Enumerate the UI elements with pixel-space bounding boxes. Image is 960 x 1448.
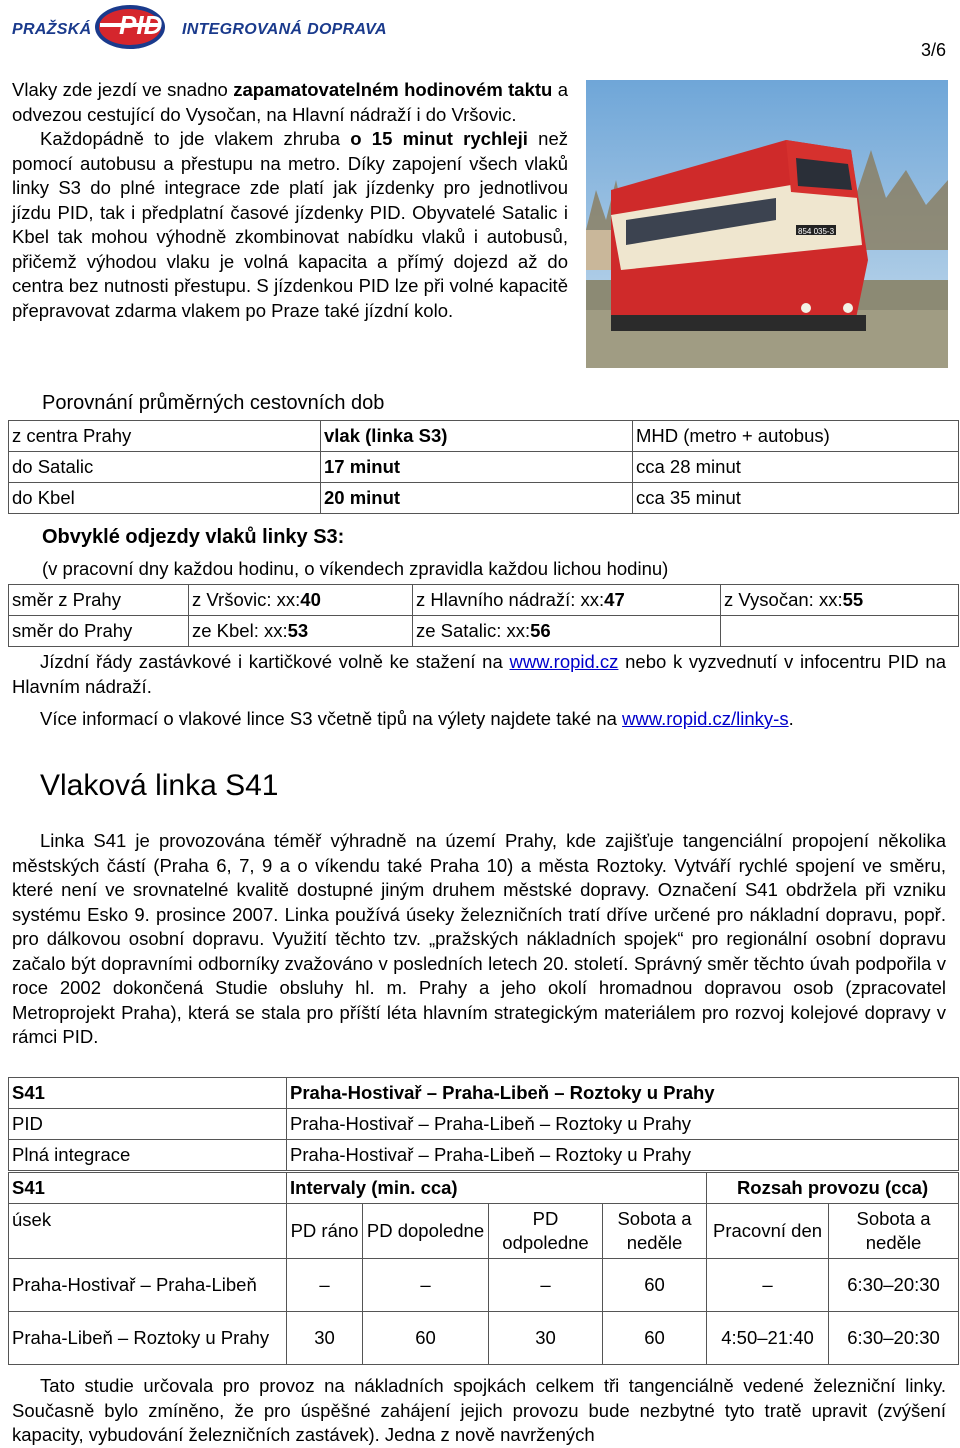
departures-heading: Obvyklé odjezdy vlaků linky S3: [42, 526, 345, 548]
table-row [9, 452, 959, 483]
table-cell: vlak (linka S3) [321, 421, 633, 452]
departures-table [8, 584, 959, 647]
s41-interval-table [8, 1172, 959, 1365]
table-cell: Sobota a neděle [603, 1204, 707, 1259]
table-cell: S41 [9, 1173, 287, 1204]
table-cell: Praha-Hostivař – Praha-Libeň – Roztoky u Prahy [287, 1109, 959, 1140]
table-row [9, 1204, 959, 1259]
table-cell: PD odpoledne [489, 1204, 603, 1259]
table-cell: do Satalic [9, 452, 321, 483]
table-cell: úsek [9, 1204, 287, 1259]
table-cell: Sobota a neděle [829, 1204, 959, 1259]
table-row [9, 421, 959, 452]
info-line-1: Jízdní řády zastávkové i kartičkové volně ke stažení na www.ropid.cz nebo k vyzvednutí v infocentru PID na Hlavním nádraží. [12, 651, 946, 697]
s41-route-table [8, 1077, 959, 1171]
compare-table [8, 420, 959, 514]
intro-paragraph-2: Každopádně to jde vlakem zhruba o 15 minut rychleji než pomocí autobusu a přestupu na metro. Díky zapojení všech vlaků linky S3 do plné integrace zde platí jak jízdenky pro jednotlivou jízdu PID, tak i předplatní časové jízdenky PID. Obyvatelé Satalic i Kbel tak mohou výhodně zkombinovat nabídku vlaků i autobusů, přičemž výhodou vlaku je volná kapacita a přímý dojezd až do centra bez nutnosti přestupu. S jízdenkou PID lze při volné kapacitě přepravovat zdarma vlakem po Praze také jízdní kolo. [12, 128, 568, 321]
table-row [9, 1173, 959, 1204]
table-row [9, 616, 959, 647]
table-cell: ze Satalic: xx:56 [413, 616, 721, 647]
table-cell: z Vršovic: xx:40 [189, 585, 413, 616]
table-cell [721, 616, 959, 647]
table-cell: – [287, 1259, 363, 1312]
table-cell: směr do Prahy [9, 616, 189, 647]
table-cell: z Hlavního nádraží: xx:47 [413, 585, 721, 616]
table-cell: S41 [9, 1078, 287, 1109]
table-cell: 4:50–21:40 [707, 1312, 829, 1365]
logo-pid-text: PID [119, 10, 163, 40]
departures-note: (v pracovní dny každou hodinu, o víkendech zpravidla každou lichou hodinu) [42, 558, 669, 579]
table-cell: 17 minut [321, 452, 633, 483]
table-cell: 30 [489, 1312, 603, 1365]
table-cell: Praha-Libeň – Roztoky u Prahy [9, 1312, 287, 1365]
pid-logo [12, 4, 412, 50]
table-cell: do Kbel [9, 483, 321, 514]
table-cell: – [489, 1259, 603, 1312]
s41-text [12, 829, 946, 1050]
ropid-link[interactable]: www.ropid.cz [509, 651, 619, 672]
table-cell: – [363, 1259, 489, 1312]
table-row [9, 1109, 959, 1140]
train-photo [586, 80, 948, 368]
table-cell: Plná integrace [9, 1140, 287, 1171]
table-cell: – [707, 1259, 829, 1312]
ropid-linky-s-link[interactable]: www.ropid.cz/linky-s [622, 708, 789, 729]
compare-heading: Porovnání průměrných cestovních dob [42, 392, 385, 414]
table-cell: PD ráno [287, 1204, 363, 1259]
logo-text-right: INTEGROVANÁ DOPRAVA [182, 21, 387, 38]
s41-paragraph: Linka S41 je provozována téměř výhradně na území Prahy, kde zajišťuje tangenciální propojení několika městských částí (Praha 6, 7, 9 a o víkendu také Praha 10) a města Roztoky. Vytváří rychlé spojení ve směru, které není ve srovnatelné kvalitě dostupné jiným druhem městské dopravy. Označení S41 obdržela při vzniku systému Esko 9. prosince 2007. Linka používá úseky železničních tratí dříve určené pro nákladní dopravu, popř. pro dálkovou osobní dopravu. Využití těchto tzv. „pražských nákladních spojek“ pro regionální osobní dopravu začalo být dopravními odborníky zvažováno v posledních letech 20. století. Správný směr těchto úvah podpořila v roce 2002 dokončená Studie obsluhy hl. m. Prahy a jeho okolí hromadnou dopravou osob (zpracovatel Metroprojekt Praha), která se stala pro příští léta hlavním strategickým materiálem pro rozvoj kolejové dopravy v rámci PID. [12, 830, 946, 1047]
table-cell: Praha-Hostivař – Praha-Libeň – Roztoky u Prahy [287, 1078, 959, 1109]
table-cell: Pracovní den [707, 1204, 829, 1259]
table-cell: PD dopoledne [363, 1204, 489, 1259]
table-row [9, 585, 959, 616]
table-row [9, 1259, 959, 1312]
table-cell: 60 [363, 1312, 489, 1365]
table-cell: Praha-Hostivař – Praha-Libeň – Roztoky u Prahy [287, 1140, 959, 1171]
intro-paragraph-1: Vlaky zde jezdí ve snadno zapamatovatelném hodinovém taktu a odvezou cestující do Vysočan, na Hlavní nádraží i do Vršovic. [12, 79, 568, 125]
table-cell: z Vysočan: xx:55 [721, 585, 959, 616]
intro-text [12, 78, 568, 323]
s41-footer-text [12, 1374, 946, 1448]
table-cell: 60 [603, 1259, 707, 1312]
table-cell: Intervaly (min. cca) [287, 1173, 707, 1204]
page-number: 3/6 [920, 40, 946, 60]
table-row [9, 1312, 959, 1365]
info-text [12, 650, 946, 732]
table-cell: 20 minut [321, 483, 633, 514]
section-title: Vlaková linka S41 [40, 769, 279, 802]
table-cell: Rozsah provozu (cca) [707, 1173, 959, 1204]
table-cell: cca 28 minut [633, 452, 959, 483]
logo-text-left: PRAŽSKÁ [12, 21, 92, 38]
table-cell: ze Kbel: xx:53 [189, 616, 413, 647]
s41-footer-paragraph: Tato studie určovala pro provoz na nákladních spojkách celkem tři tangenciálně vedené železniční linky. Současně bylo zmíněno, že pro úspěšné zahájení jejich provozu bude nezbytné tyto tratě upravit (zvýšení kapacity, vybudování železničních zastávek). Jedna z nově navržených [12, 1375, 946, 1445]
table-cell: cca 35 minut [633, 483, 959, 514]
table-cell: PID [9, 1109, 287, 1140]
loco-number: 854 035-3 [798, 227, 835, 236]
table-cell: 6:30–20:30 [829, 1312, 959, 1365]
table-row [9, 1078, 959, 1109]
table-row [9, 483, 959, 514]
table-cell: Praha-Hostivař – Praha-Libeň [9, 1259, 287, 1312]
table-row [9, 1140, 959, 1171]
table-cell: 60 [603, 1312, 707, 1365]
table-cell: z centra Prahy [9, 421, 321, 452]
table-cell: směr z Prahy [9, 585, 189, 616]
info-line-2: Více informací o vlakové lince S3 včetně tipů na výlety najdete také na www.ropid.cz/linky-s. [40, 708, 794, 729]
table-cell: MHD (metro + autobus) [633, 421, 959, 452]
table-cell: 30 [287, 1312, 363, 1365]
table-cell: 6:30–20:30 [829, 1259, 959, 1312]
